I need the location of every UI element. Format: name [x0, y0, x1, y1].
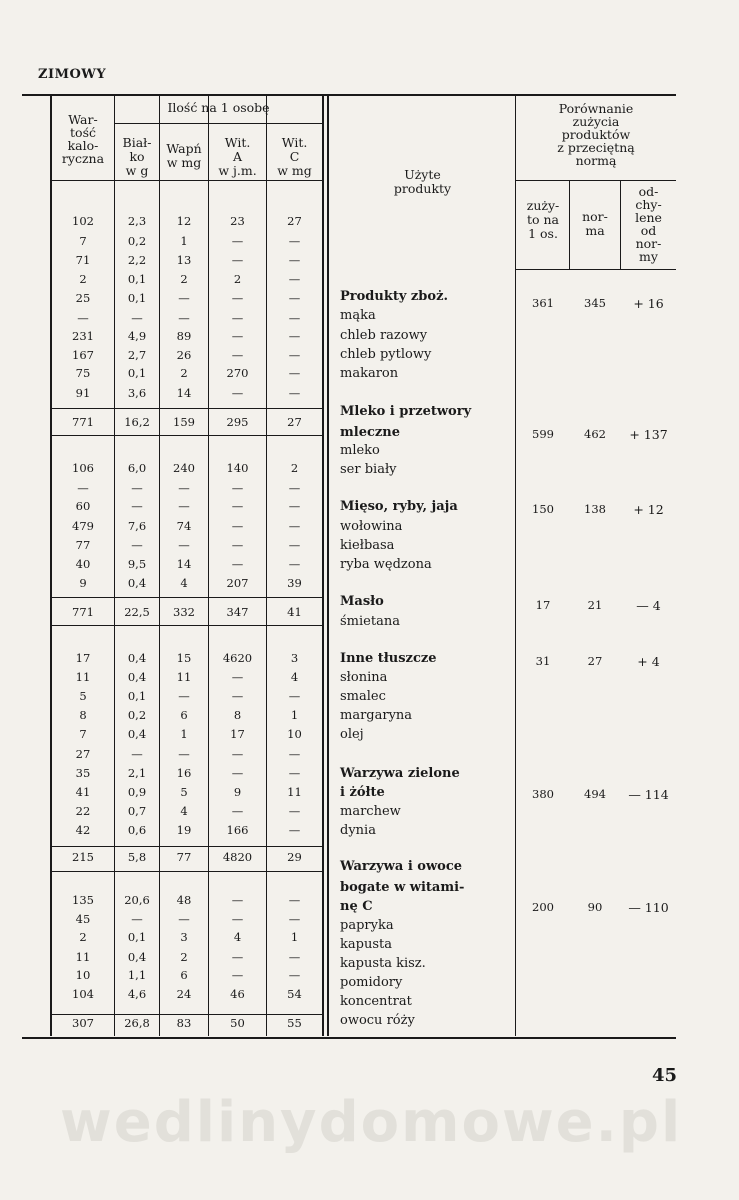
nutrient-cell-k: 2 [79, 930, 87, 944]
nutrient-cell-a: 295 [226, 415, 249, 429]
nutrient-cell-ca: 240 [173, 461, 195, 475]
nutrient-cell-k: 41 [75, 785, 91, 799]
nutrient-cell-k: 91 [75, 386, 91, 400]
comparison-deviation: — 114 [628, 787, 669, 802]
product-item: makaron [340, 366, 399, 381]
header-calcium: Wapń w mg [166, 141, 202, 170]
nutrient-cell-c: — [288, 893, 301, 907]
product-group-heading: mleczne [340, 425, 400, 440]
product-item: śmietana [340, 614, 400, 629]
product-item: ryba wędzona [340, 557, 432, 572]
nutrient-cell-k: 102 [72, 214, 94, 228]
nutrient-cell-a: — [231, 747, 244, 761]
nutrient-cell-ca: 77 [176, 850, 192, 864]
nutrient-cell-a: 50 [230, 1016, 245, 1030]
nutrient-cell-a: — [231, 291, 244, 305]
nutrient-cell-a: — [231, 234, 244, 248]
nutrient-cell-c: — [288, 950, 301, 964]
product-item: koncentrat [340, 994, 412, 1009]
nutrient-cell-k: 9 [79, 576, 87, 590]
nutrient-cell-c: — [288, 766, 301, 780]
nutrient-cell-ca: 6 [180, 968, 188, 982]
nutrient-cell-c: 4 [290, 670, 299, 684]
nutrient-cell-k: 77 [75, 538, 91, 552]
section-title: ZIMOWY [38, 67, 107, 82]
comparison-used: 150 [532, 502, 554, 516]
nutrient-cell-ca: 5 [180, 785, 188, 799]
nutrient-cell-ca: 89 [176, 329, 192, 343]
nutrient-cell-a: — [231, 329, 244, 343]
nutrient-cell-c: 3 [290, 651, 299, 665]
nutrient-cell-p: 7,6 [127, 519, 147, 533]
nutrient-cell-a: — [231, 968, 244, 982]
nutrient-cell-p: 0,4 [127, 950, 147, 964]
product-item: owocu róży [340, 1013, 415, 1028]
nutrient-cell-c: — [288, 386, 301, 400]
nutrient-cell-k: 307 [72, 1016, 94, 1030]
product-group-heading: i żółte [340, 785, 385, 800]
product-group-heading: nę C [340, 899, 373, 914]
comparison-used: 599 [532, 427, 554, 441]
nutrient-cell-p: 0,7 [127, 804, 147, 818]
product-item: pomidory [340, 975, 403, 990]
header-kcal: War- tość kalo- ryczna [61, 112, 105, 166]
nutrient-cell-a: 207 [226, 576, 249, 590]
comparison-used: 200 [532, 900, 554, 914]
nutrient-cell-p: 2,7 [127, 348, 147, 362]
bottom-rule [22, 1037, 676, 1039]
nutrient-cell-ca: 83 [176, 1016, 192, 1030]
nutrient-cell-c: 55 [287, 1016, 302, 1030]
nutrient-cell-ca: — [178, 499, 190, 513]
nutrient-cell-c: 27 [287, 214, 302, 228]
nutrient-cell-k: 35 [75, 766, 91, 780]
nutrient-cell-k: 11 [75, 950, 91, 964]
nutrient-cell-c: 29 [287, 850, 302, 864]
nutrient-cell-k: 71 [75, 253, 91, 267]
nutrient-cell-k: 215 [72, 850, 94, 864]
product-group-heading: Inne tłuszcze [340, 651, 437, 666]
product-item: wołowina [340, 519, 403, 534]
nutrient-cell-a: — [231, 386, 244, 400]
nutrient-cell-a: 140 [226, 461, 249, 475]
nutrient-cell-a: — [231, 311, 244, 325]
nutrient-cell-c: — [288, 348, 301, 362]
nutrient-cell-p: 0,1 [127, 689, 147, 703]
nutrient-cell-c: — [288, 499, 301, 513]
nutrient-cell-p: 9,5 [127, 557, 147, 571]
nutrient-cell-k: 45 [75, 912, 91, 926]
nutrient-cell-k: — [77, 481, 89, 495]
nutrient-cell-a: — [231, 893, 244, 907]
nutrient-cell-k: 42 [75, 823, 91, 837]
nutrient-cell-a: 23 [230, 214, 245, 228]
nutrient-cell-a: — [231, 670, 244, 684]
nutrient-cell-ca: 74 [176, 519, 192, 533]
nutrient-cell-p: 16,2 [124, 415, 150, 429]
nutrient-cell-k: 771 [72, 415, 94, 429]
nutrient-cell-ca: 24 [176, 987, 192, 1001]
nutrient-cell-p: 4,9 [127, 329, 147, 343]
header-deviation: od- chy- lene od nor- my [635, 184, 662, 264]
nutrient-cell-c: 41 [287, 605, 302, 619]
nutrient-cell-p: — [131, 912, 143, 926]
nutrient-cell-c: — [288, 234, 301, 248]
nutrient-cell-a: — [231, 912, 244, 926]
per-person-rule [115, 123, 322, 124]
nutrient-cell-c: — [288, 747, 301, 761]
subtotal-rule-2 [51, 597, 322, 598]
nutrient-cell-k: 27 [75, 747, 91, 761]
nutrient-cell-a: — [231, 348, 244, 362]
product-item: chleb pytlowy [340, 347, 432, 362]
header-norm: nor- ma [582, 209, 608, 238]
nutrient-cell-p: 0,1 [127, 366, 147, 380]
header-comparison: Porównanie zużycia produktów z przeciętną normą [557, 101, 635, 168]
subtotal-rule-3 [51, 625, 322, 626]
nutrient-cell-p: 4,6 [127, 987, 147, 1001]
nutrient-cell-p: 6,0 [127, 461, 147, 475]
subtotal-rule-1 [51, 435, 322, 436]
nutrient-cell-k: 7 [79, 234, 87, 248]
subtotal-rule-0 [51, 408, 322, 409]
nutrient-cell-k: 7 [79, 727, 87, 741]
nutrient-cell-k: 167 [72, 348, 94, 362]
nutrient-cell-a: — [231, 557, 244, 571]
nutrient-cell-k: 11 [75, 670, 91, 684]
comparison-deviation: + 4 [637, 654, 660, 669]
nutrient-cell-p: — [131, 538, 143, 552]
nutrient-cell-c: — [288, 823, 301, 837]
page-number: 45 [651, 1065, 677, 1086]
comparison-header-rule [516, 180, 676, 181]
nutrient-cell-ca: 2 [180, 950, 188, 964]
nutrient-header-bottom [51, 180, 322, 181]
nutrient-cell-ca: 48 [176, 893, 192, 907]
comparison-deviation: + 137 [629, 427, 668, 442]
nutrient-cell-k: 771 [72, 605, 94, 619]
nutrient-cell-ca: 3 [180, 930, 188, 944]
comparison-header-bottom [516, 269, 676, 270]
nutrient-cell-p: 5,8 [127, 850, 147, 864]
top-rule [22, 94, 676, 96]
nutrient-cell-a: — [231, 538, 244, 552]
nutrient-cell-p: 0,2 [127, 708, 147, 722]
nutrient-cell-ca: 4 [180, 576, 188, 590]
nutrient-cell-ca: 4 [180, 804, 188, 818]
products-left-border [327, 96, 329, 1036]
comparison-deviation: + 12 [633, 502, 664, 517]
header-products: Użyte produkty [393, 167, 452, 196]
comparison-norm: 494 [584, 787, 606, 801]
product-item: mleko [340, 443, 380, 458]
nutrient-cell-ca: 14 [176, 386, 192, 400]
nutrient-cell-ca: 2 [180, 366, 188, 380]
comparison-norm: 21 [587, 598, 603, 612]
nutrient-cell-c: 1 [290, 708, 299, 722]
nutrient-cell-p: 0,4 [127, 670, 147, 684]
nutrient-right-border [322, 96, 324, 1036]
nutrient-cell-p: 3,6 [127, 386, 147, 400]
watermark: wedlinydomowe.pl [60, 1090, 683, 1155]
nutrient-cell-k: 106 [72, 461, 94, 475]
nutrient-cell-c: 1 [290, 930, 299, 944]
nutrient-cell-c: — [288, 557, 301, 571]
nutrient-cell-a: 4620 [222, 651, 253, 665]
nutrient-cell-a: 9 [233, 785, 242, 799]
nutrient-cell-k: 10 [75, 968, 91, 982]
comparison-norm: 462 [584, 427, 606, 441]
nutrient-cell-ca: — [178, 747, 190, 761]
comparison-used: 380 [532, 787, 554, 801]
nutrient-cell-c: 2 [290, 461, 299, 475]
nutrient-cell-ca: 19 [176, 823, 192, 837]
product-item: margaryna [340, 708, 413, 723]
nutrient-cell-c: — [288, 481, 301, 495]
nutrient-cell-ca: — [178, 538, 190, 552]
nutrient-cell-ca: — [178, 481, 190, 495]
nutrient-cell-k: 22 [75, 804, 91, 818]
nutrient-cell-ca: 159 [173, 415, 195, 429]
nutrient-cell-p: 0,1 [127, 930, 147, 944]
subtotal-rule-4 [51, 846, 322, 847]
nutrient-cell-a: 4 [233, 930, 242, 944]
nutrient-cell-k: 135 [72, 893, 94, 907]
product-group-heading: Masło [340, 594, 384, 609]
product-item: smalec [340, 689, 386, 704]
nutrient-cell-a: 4820 [222, 850, 253, 864]
nutrient-cell-c: 10 [287, 727, 302, 741]
nutrient-cell-c: — [288, 291, 301, 305]
nutrient-cell-c: — [288, 253, 301, 267]
nutrient-cell-p: 0,1 [127, 272, 147, 286]
nutrient-cell-p: 2,3 [127, 214, 147, 228]
nutrient-cell-k: — [77, 311, 89, 325]
product-group-heading: Produkty zboż. [340, 289, 448, 304]
nutrient-cell-k: 5 [79, 689, 87, 703]
nutrient-cell-k: 25 [75, 291, 91, 305]
product-group-heading: Mięso, ryby, jaja [340, 499, 458, 514]
nutrient-cell-p: 20,6 [124, 893, 150, 907]
nutrient-cell-p: 0,4 [127, 727, 147, 741]
nutrient-cell-ca: 13 [176, 253, 192, 267]
product-item: papryka [340, 918, 394, 933]
nutrient-cell-ca: 26 [176, 348, 192, 362]
nutrient-cell-k: 2 [79, 272, 87, 286]
nutrient-cell-ca: — [178, 291, 190, 305]
nutrient-cell-ca: — [178, 912, 190, 926]
nutrient-cell-p: — [131, 499, 143, 513]
comparison-deviation: — 4 [636, 598, 661, 613]
nutrient-cell-p: — [131, 311, 143, 325]
comparison-used: 31 [535, 654, 551, 668]
product-item: kiełbasa [340, 538, 395, 553]
product-item: kapusta kisz. [340, 956, 426, 971]
comparison-deviation: + 16 [633, 296, 664, 311]
nutrient-cell-a: — [231, 804, 244, 818]
nutrient-cell-p: 1,1 [127, 968, 147, 982]
product-item: ser biały [340, 462, 397, 477]
nutrient-cell-c: 11 [287, 785, 302, 799]
nutrient-cell-a: 270 [226, 366, 249, 380]
nutrient-cell-ca: 14 [176, 557, 192, 571]
nutrient-cell-a: 8 [233, 708, 242, 722]
product-group-heading: Warzywa i owoce [340, 859, 463, 874]
nutrient-cell-p: — [131, 747, 143, 761]
header-protein: Biał- ko w g [122, 135, 152, 178]
nutrient-cell-k: 17 [75, 651, 91, 665]
header-used: zuży- to na 1 os. [526, 198, 560, 241]
product-item: olej [340, 727, 364, 742]
nutrient-cell-a: — [231, 766, 244, 780]
nutrient-cell-c: 54 [287, 987, 302, 1001]
product-group-heading: Warzywa zielone [340, 766, 460, 781]
nutrient-cell-c: — [288, 912, 301, 926]
nutrient-cell-ca: 15 [176, 651, 192, 665]
nutrient-cell-c: — [288, 272, 301, 286]
nutrient-cell-ca: 12 [176, 214, 192, 228]
comparison-norm: 90 [587, 900, 603, 914]
nutrient-cell-c: — [288, 804, 301, 818]
nutrient-cell-c: — [288, 968, 301, 982]
nutrient-cell-a: — [231, 499, 244, 513]
nutrient-cell-c: 27 [287, 415, 302, 429]
nutrient-cell-a: 46 [230, 987, 245, 1001]
product-item: chleb razowy [340, 328, 428, 343]
comparison-used: 361 [532, 296, 554, 310]
nutrient-cell-a: — [231, 950, 244, 964]
nutrient-cell-p: 26,8 [124, 1016, 150, 1030]
nutrient-cell-a: 17 [230, 727, 245, 741]
nutrient-cell-p: 0,6 [127, 823, 147, 837]
nutrient-cell-a: — [231, 253, 244, 267]
comparison-norm: 138 [584, 502, 606, 516]
nutrient-cell-k: 479 [72, 519, 94, 533]
nutrient-cell-ca: 2 [180, 272, 188, 286]
nutrient-cell-ca: 6 [180, 708, 188, 722]
nutrient-cell-p: 0,4 [127, 651, 147, 665]
subtotal-rule-5 [51, 871, 322, 872]
nutrient-cell-c: — [288, 366, 301, 380]
comparison-deviation: — 110 [628, 900, 669, 915]
product-group-heading: Mleko i przetwory [340, 404, 472, 419]
product-group-heading: bogate w witami- [340, 880, 465, 895]
nutrient-cell-p: 0,2 [127, 234, 147, 248]
nutrient-cell-a: 347 [226, 605, 249, 619]
nutrient-cell-p: 0,1 [127, 291, 147, 305]
nutrient-cell-a: — [231, 519, 244, 533]
nutrient-cell-a: 2 [233, 272, 242, 286]
nutrient-cell-p: 0,9 [127, 785, 147, 799]
nutrient-cell-ca: 1 [180, 727, 188, 741]
nutrient-cell-a: — [231, 689, 244, 703]
nutrient-cell-p: — [131, 481, 143, 495]
nutrient-cell-ca: — [178, 311, 190, 325]
product-item: słonina [340, 670, 388, 685]
nutrient-cell-k: 8 [79, 708, 87, 722]
nutrient-cell-ca: 11 [176, 670, 192, 684]
nutrient-cell-c: 39 [287, 576, 302, 590]
comparison-norm: 27 [587, 654, 603, 668]
nutrient-cell-c: — [288, 689, 301, 703]
nutrient-cell-p: 2,2 [127, 253, 147, 267]
nutrient-cell-k: 231 [72, 329, 94, 343]
nutrient-cell-a: — [231, 481, 244, 495]
nutrient-cell-ca: 16 [176, 766, 192, 780]
nutrient-cell-p: 22,5 [124, 605, 150, 619]
product-item: dynia [340, 823, 376, 838]
products-right-border [515, 96, 516, 1036]
header-vit-a: Wit. A w j.m. [218, 135, 257, 178]
comparison-norm: 345 [584, 296, 606, 310]
nutrient-cell-c: — [288, 538, 301, 552]
nutrient-cell-a: 166 [226, 823, 249, 837]
nutrient-cell-k: 60 [75, 499, 91, 513]
header-per-person: Ilość na 1 osobę [167, 100, 270, 115]
nutrient-cell-c: — [288, 519, 301, 533]
product-item: marchew [340, 804, 401, 819]
nutrient-cell-p: 2,1 [127, 766, 147, 780]
nutrient-cell-k: 75 [75, 366, 91, 380]
nutrient-cell-ca: 332 [173, 605, 195, 619]
nutrient-cell-c: — [288, 329, 301, 343]
nutrient-cell-ca: 1 [180, 234, 188, 248]
header-vit-c: Wit. C w mg [277, 135, 312, 178]
nutrient-cell-c: — [288, 311, 301, 325]
nutrient-cell-k: 40 [75, 557, 91, 571]
product-item: kapusta [340, 937, 392, 952]
nutrient-cell-p: 0,4 [127, 576, 147, 590]
comparison-used: 17 [535, 598, 551, 612]
product-item: mąka [340, 308, 376, 323]
nutrient-cell-ca: — [178, 689, 190, 703]
nutrient-cell-k: 104 [72, 987, 94, 1001]
